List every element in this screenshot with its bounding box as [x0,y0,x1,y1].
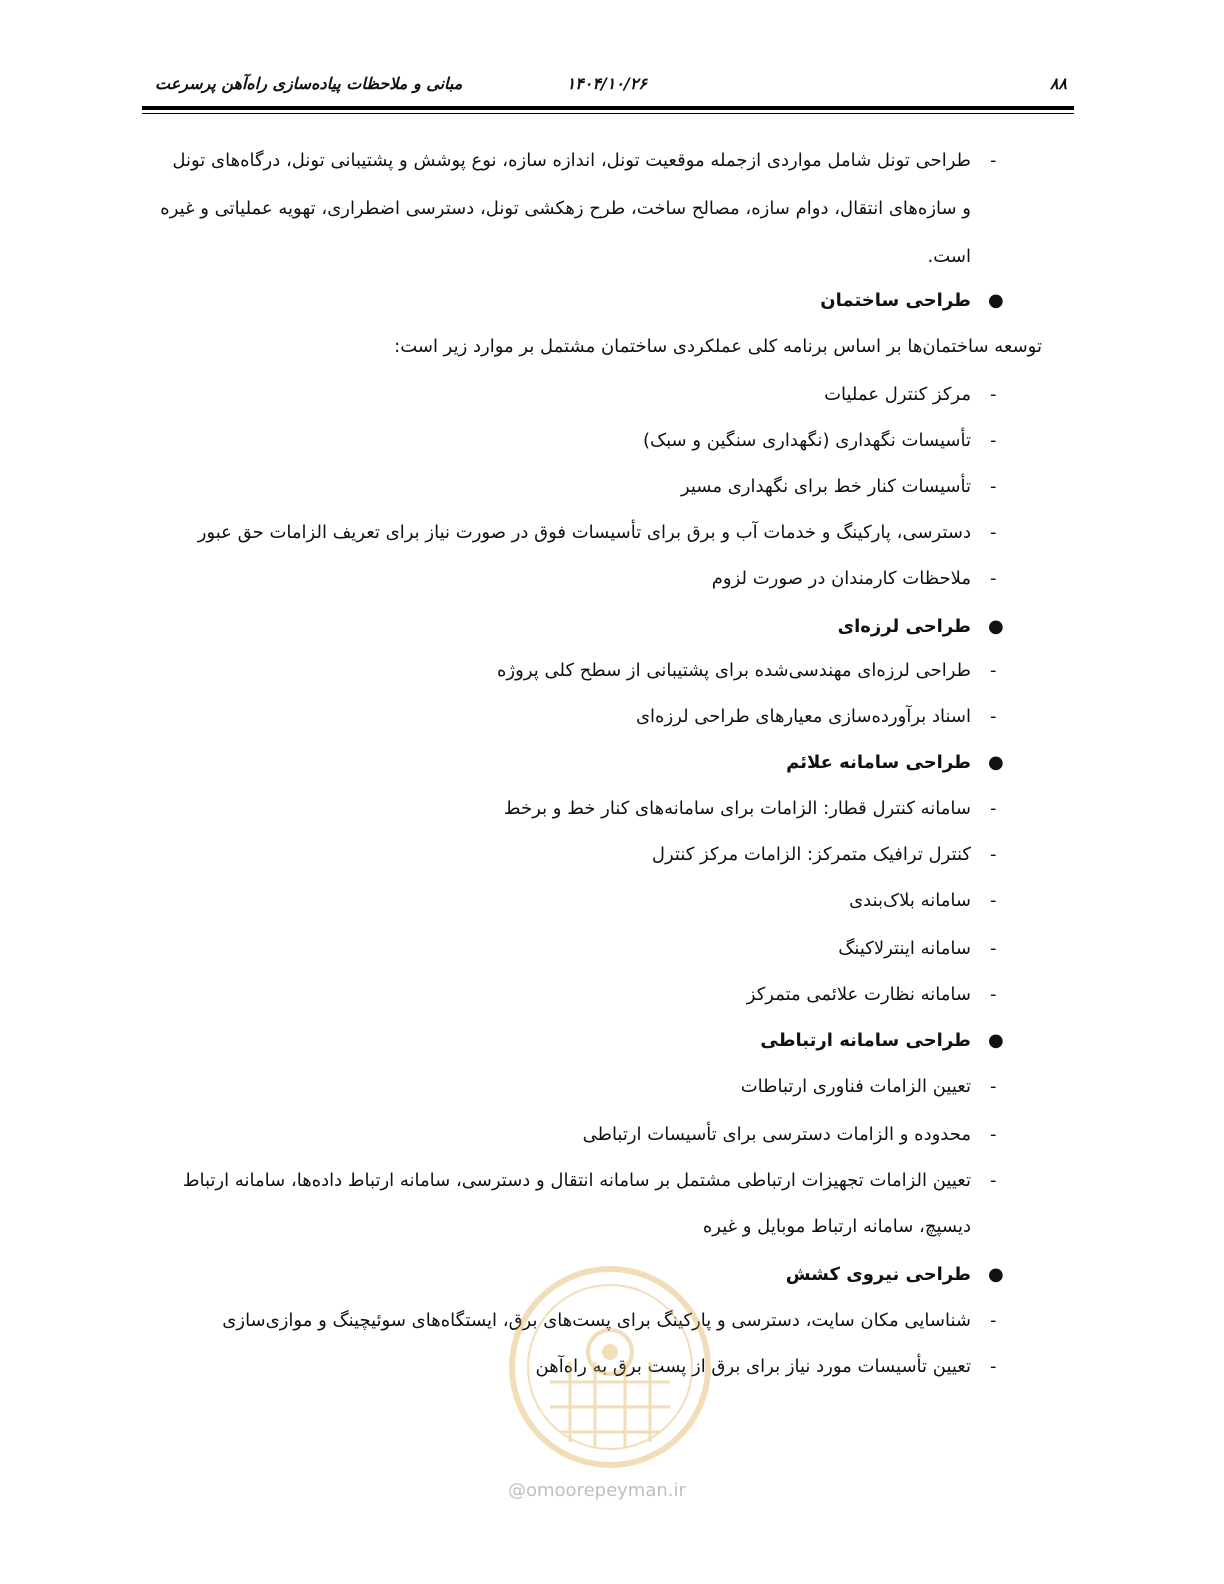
dash-marker: - [990,568,997,589]
heading-signaling: طراحی سامانه علائم [786,752,971,773]
header-title: مبانی و ملاحظات پیاده‌سازی راه‌آهن پرسرعت [155,74,463,93]
list-item: سامانه بلاک‌بندی [849,890,971,911]
dash-marker: - [990,1076,997,1097]
dash-marker: - [990,1310,997,1331]
list-item-line-2: دیسپچ، سامانه ارتباط موبایل و غیره [702,1216,971,1237]
dash-marker: - [990,384,997,405]
dash-marker: - [990,150,997,171]
tunnel-item-line-1: طراحی تونل شامل مواردی ازجمله موقعیت تونل، اندازه سازه، نوع پوشش و پشتیبانی تونل، درگاه‌های تونل [172,150,971,171]
list-item-line-1: تعیین الزامات تجهیزات ارتباطی مشتمل بر سامانه انتقال و دسترسی، سامانه ارتباط داده‌ها، سامانه ارتباط [182,1170,971,1191]
dash-marker: - [990,476,997,497]
watermark-seal-icon [500,1262,720,1472]
list-item: مرکز کنترل عملیات [824,384,971,405]
dash-marker: - [990,844,997,865]
dash-marker: - [990,1356,997,1377]
list-item: ملاحظات کارمندان در صورت لزوم [711,568,971,589]
header-date: ۱۴۰۴/۱۰/۲۶ [566,74,647,93]
list-item: سامانه نظارت علائمی متمرکز [746,984,971,1005]
dash-marker: - [990,660,997,681]
list-item: طراحی لرزه‌ای مهندسی‌شده برای پشتیبانی از سطح کلی پروژه [497,660,971,681]
dash-marker: - [990,890,997,911]
page-number: ۸۸ [1049,74,1067,93]
bullet-marker: ● [988,290,1004,311]
list-item: تأسیسات نگهداری (نگهداری سنگین و سبک) [642,430,971,451]
dash-marker: - [990,706,997,727]
list-item: تعیین الزامات فناوری ارتباطات [740,1076,971,1097]
bullet-marker: ● [988,1264,1004,1285]
list-item: سامانه کنترل قطار: الزامات برای سامانه‌های کنار خط و برخط [503,798,971,819]
dash-marker: - [990,938,997,959]
bullet-marker: ● [988,616,1004,637]
list-item: اسناد برآورده‌سازی معیارهای طراحی لرزه‌ای [635,706,971,727]
bullet-marker: ● [988,752,1004,773]
watermark-text: @omoorepeyman.ir [508,1480,686,1501]
tunnel-item-line-3: است. [927,246,971,267]
list-item: کنترل ترافیک متمرکز: الزامات مرکز کنترل [651,844,971,865]
list-item: دسترسی، پارکینگ و خدمات آب و برق برای تأسیسات فوق در صورت نیاز برای تعریف الزامات حق عبور [197,522,971,543]
tunnel-item-line-2: و سازه‌های انتقال، دوام سازه، مصالح ساخت، طرح زهکشی تونل، دسترسی اضطراری، تهویه عملیاتی و غیره [160,198,971,219]
dash-marker: - [990,984,997,1005]
dash-marker: - [990,798,997,819]
list-item: سامانه اینترلاکینگ [838,938,971,959]
dash-marker: - [990,1170,997,1191]
heading-building: طراحی ساختمان [820,290,971,311]
list-item: تعیین تأسیسات مورد نیاز برای برق از پست برق به راه‌آهن [535,1356,971,1377]
bullet-marker: ● [988,1030,1004,1051]
list-item: شناسایی مکان سایت، دسترسی و پارکینگ برای پست‌های برق، ایستگاه‌های سوئیچینگ و موازی‌سازی [222,1310,971,1331]
list-item: محدوده و الزامات دسترسی برای تأسیسات ارتباطی [582,1124,971,1145]
dash-marker: - [990,522,997,543]
heading-communication: طراحی سامانه ارتباطی [760,1030,971,1051]
list-item: تأسیسات کنار خط برای نگهداری مسیر [680,476,971,497]
heading-traction: طراحی نیروی کشش [785,1264,971,1285]
dash-marker: - [990,1124,997,1145]
dash-marker: - [990,430,997,451]
heading-seismic: طراحی لرزه‌ای [837,616,971,637]
building-intro: توسعه ساختمان‌ها بر اساس برنامه کلی عملکردی ساختمان مشتمل بر موارد زیر است: [394,336,1042,357]
